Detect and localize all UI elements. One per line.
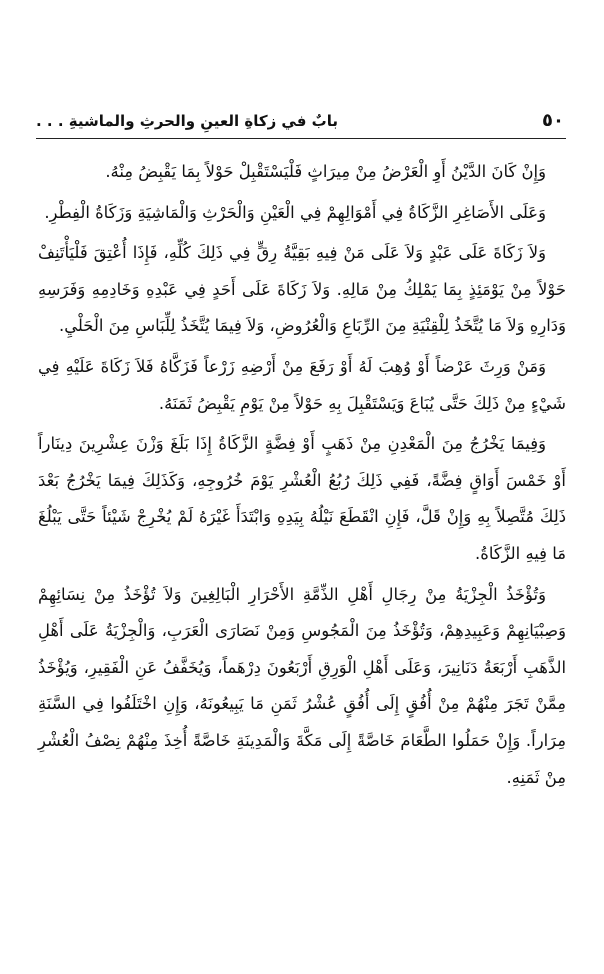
paragraph: وَفِيمَا يَخْرُجُ مِنَ الْمَعْدِنِ مِنْ ذَهَبٍ أَوْ فِضَّةٍ الزَّكَاةُ إِذَا بَلَغَ وَزْنَ عِشْرِينَ دِينَاراً أَوْ خَمْسَ أَوَاقٍ فِضَّةً، فَفِي ذَلِكَ رُبُعُ الْعُشْرِ يَوْمَ خُرُوجِهِ، وَكَذَلِكَ فِيمَا يَخْرُجُ بَعْدَ ذَلِكَ مُتَّصِلاً بِهِ وَإِنْ قَلَّ، فَإِنِ انْقَطَعَ نَيْلُهُ بِيَدِهِ وَابْتَدَأَ غَيْرَهُ لَمْ يُخْرِجْ شَيْئاً حَتَّى يَبْلُغَ مَا فِيهِ الزَّكَاةُ. <box>38 434 566 563</box>
paragraph: وَإِنْ كَانَ الدَّيْنُ أَوِ الْعَرْضُ مِنْ مِيرَاثٍ فَلْيَسْتَقْبِلْ حَوْلاً بِمَا يَقْبِضُ مِنْهُ. <box>105 162 546 181</box>
body-text <box>38 154 566 800</box>
page-number: ٥٠ <box>542 110 564 131</box>
paragraph: وَعَلَى الأَصَاغِرِ الزَّكَاةُ فِي أَمْوَالِهِمْ فِي الْعَيْنِ وَالْحَرْثِ وَالْمَاشِيَةِ وَزَكَاةُ الْفِطْرِ. <box>44 202 546 222</box>
paragraph: وَمَنْ وَرِثَ عَرْضاً أَوْ وُهِبَ لَهُ أَوْ رَفَعَ مِنْ أَرْضِهِ زَرْعاً فَزَكَّاهُ فَلاَ زَكَاةَ عَلَيْهِ فِي شَيْءٍ مِنْ ذَلِكَ حَتَّى يُبَاعَ وَيَسْتَقْبِلَ بِهِ حَوْلاً مِنْ يَوْمِ يَقْبِضُ ثَمَنَهُ. <box>38 356 566 413</box>
running-head: بابٌ في زكاةِ العينِ والحرثِ والماشيةِ . . . <box>36 112 338 130</box>
paragraph: وَتُؤْخَذُ الْجِزْيَةُ مِنْ رِجَالِ أَهْلِ الذِّمَّةِ الأَحْرَارِ الْبَالِغِينَ وَلاَ تُؤْخَذُ مِنْ نِسَائِهِمْ وَصِبْيَانِهِمْ وَعَبِيدِهِمْ، وَتُؤْخَذُ مِنَ الْمَجُوسِ وَمِنْ نَصَارَى الْعَرَبِ، وَالْجِزْيَةُ عَلَى أَهْلِ الذَّهَبِ أَرْبَعَةُ دَنَانِيرَ، وَعَلَى أَهْلِ الْوَرِقِ أَرْبَعُونَ دِرْهَماً، وَيُخَفَّفُ عَنِ الْفَقِيرِ، وَيُؤْخَذُ مِمَّنْ تَجَرَ مِنْهُمْ مِنْ أُفُقٍ إِلَى أُفُقٍ عُشْرُ ثَمَنِ مَا يَبِيعُونَهُ، وَإِنِ اخْتَلَفُوا فِي السَّنَةِ مِرَاراً. وَإِنْ حَمَلُوا الطَّعَامَ خَاصَّةً إِلَى مَكَّةَ وَالْمَدِينَةِ خَاصَّةً أُخِذَ مِنْهُمْ نِصْفُ الْعُشْرِ مِنْ ثَمَنِهِ. <box>38 584 566 787</box>
paragraph: وَلاَ زَكَاةَ عَلَى عَبْدٍ وَلاَ عَلَى مَنْ فِيهِ بَقِيَّةُ رِقٍّ فِي ذَلِكَ كُلِّهِ، فَإِذَا أُعْتِقَ فَلْيَأْتَنِفْ حَوْلاً مِنْ يَوْمَئِذٍ بِمَا يَمْلِكُ مِنْ مَالِهِ. وَلاَ زَكَاةَ عَلَى أَحَدٍ فِي عَبْدِهِ وَخَادِمِهِ وَفَرَسِهِ وَدَارِهِ وَلاَ مَا يُتَّخَذُ لِلْقِنْيَةِ مِنَ الرِّبَاعِ وَالْعُرُوضِ، وَلاَ فِيمَا يُتَّخَذُ لِلِّبَاسِ مِنَ الْحَلْيِ. <box>38 243 566 336</box>
page-header <box>36 108 566 139</box>
